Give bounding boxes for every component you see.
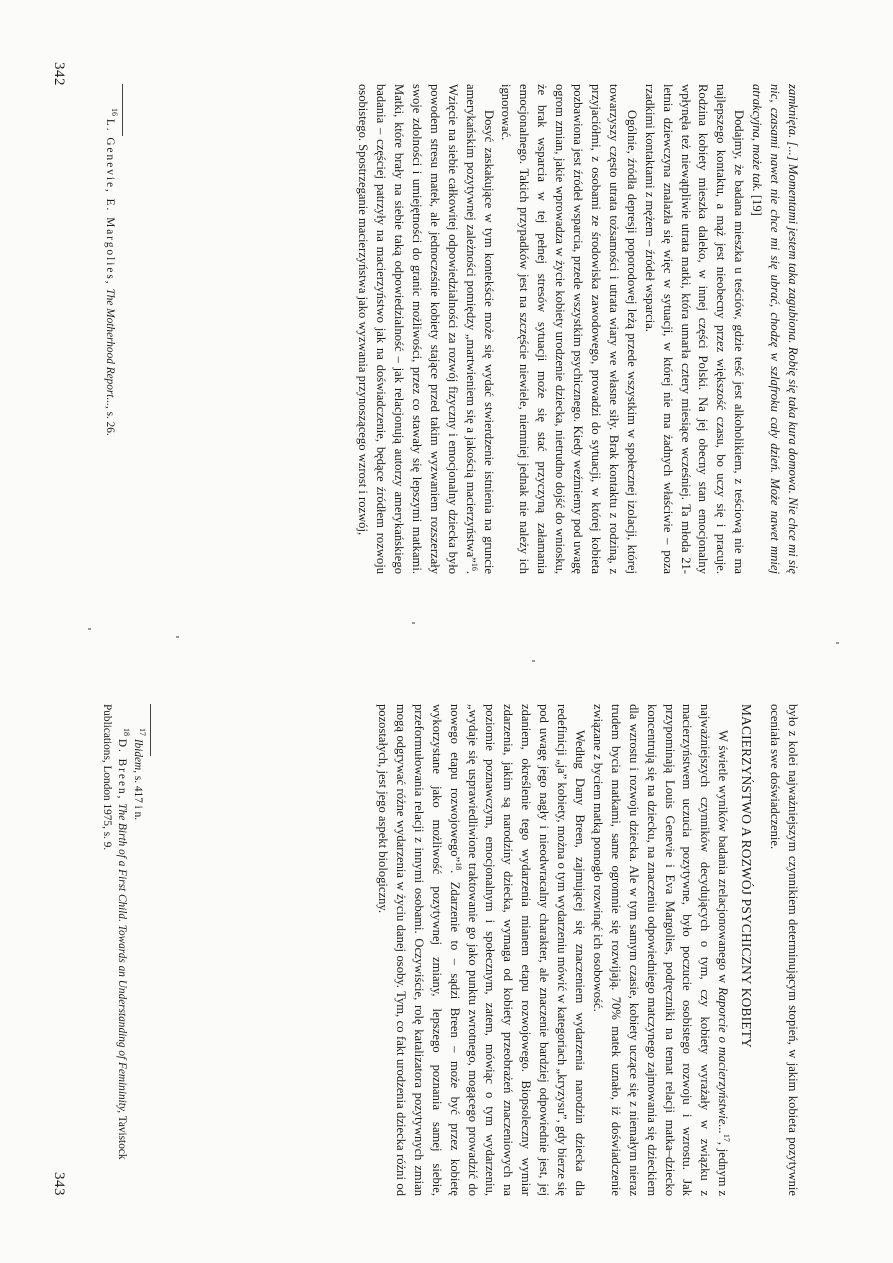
footnote-16 (102, 84, 118, 574)
footnote-publisher: Tavistock Publications, London 1975, s. 9. (101, 704, 129, 1160)
footnote-title: The Motherhood Report..., (104, 285, 116, 409)
footnote-ref-16: 16 (469, 562, 479, 571)
footnote-divider (122, 84, 123, 136)
section-heading: MACIERZYŃSTWO A ROZWÓJ PSYCHICZNY KOBIETY (739, 704, 755, 1048)
footnote-title: Ibidem, (132, 738, 144, 774)
footnote-number: 17 (137, 728, 147, 736)
page-342-footnotes (102, 84, 124, 574)
page-342 (0, 0, 893, 631)
paragraph-text: . Zdarzenie to – sądzi Breen – może być przez kobietę wykorzystane jako możliwość pozytywnej zmiany, lepszego poznania samej siebie, przeformułowania relacji z innymi osobami. Oczywiście, rolę katalizatora pozytywnych zmian mogą odgrywać różne wydarzenia w życiu danej osoby. Tym, co fakt urodzenia dziecka różni od pozostałych, jest jego aspekt biologiczny. (376, 704, 462, 1197)
footnote-author: D. Breen, (116, 738, 129, 801)
footnote-18 (99, 704, 130, 1196)
cited-title: Raporcie o macierzyństwie... (716, 987, 731, 1134)
footnote-divider (150, 704, 151, 756)
quote-reference: [19] (750, 191, 765, 216)
footnote-page: s. 417 i n. (132, 773, 144, 821)
paragraph (588, 704, 731, 1196)
interview-quote (747, 84, 801, 574)
footnote-author: L. Genevie, E. Margolies, (104, 118, 116, 286)
page-number: 343 (51, 1172, 67, 1196)
paragraph (373, 704, 588, 1196)
footnote-number: 16 (109, 108, 119, 116)
quote-text: zamknięta. [...] Momentami jestem taka zagubiona. Robię się taka kura domowa. Nie chce mi się nic, czasami nawet nie chce mi się ubrać, chodzę w szlafroku cały dzień. Może nawet mniej atrakcyjna, może tak. (750, 84, 800, 574)
page-number: 342 (51, 62, 67, 86)
page-343 (0, 632, 893, 1263)
paragraph: Dodajmy, że badana mieszka u teściów, gdzie teść jest alkoholikiem, z teściową nie ma najlepszego kontaktu, a mąż jest nieobecny przez większość czasu, bo uczy się i pracuje. Rodzina kobiety mieszka daleko, w innej części Polski. Na jej obecny stan emocjonalny wpłynęła też niewątpliwie utrata matki, która umarła cztery miesiące wcześniej. Ta młoda 21-letnia dziewczyna znalazła się więc w sytuacji, w której nie ma żadnych właściwie – poza rzadkimi kontaktami z mężem – źródeł wsparcia. (642, 84, 747, 574)
paragraph-continuation: było z kolei najważniejszym czynnikiem determinującym stopień, w jakim kobieta pozytywnie oceniała swe doświadczenie. (768, 704, 800, 1196)
paragraph (353, 84, 496, 574)
paragraph: Ogólnie, źródła depresji poporodowej leżą przede wszystkim w społecznej izolacji, której towarzyszy często utrata tożsamości i utrata wiary we własne siły. Brak kontaktu z rodziną, z przyjaciółmi, z osobami ze środowiska zawodowego, prowadzi do sytuacji, w której kobieta pozbawiona jest źródeł wsparcia, przede wszystkim psychicznego. Kiedy weźmiemy pod uwagę ogrom zmian, jakie wprowadza w życie kobiety urodzenie dziecka, nietrudno dojść do wniosku, że brak wsparcia w tej pełnej stresów sytuacji może się stać przyczyną załamania emocjonalnego. Takich przypadków jest na szczęście niewiele, niemniej jednak nie należy ich ignorować. (499, 84, 639, 574)
footnote-17 (130, 704, 146, 1196)
footnote-number: 18 (122, 728, 132, 736)
paragraph-text: W świetle wyników badania zrelacjonowanego w (716, 730, 731, 988)
footnote-page: s. 26. (104, 408, 116, 436)
page-343-footnotes (99, 704, 152, 1196)
paragraph-text: Według Dany Breen, zajmującej się znaczeniem wydarzenia narodzin dziecka dla redefinicji „ja” kobiety, można o tym wydarzeniu mówić w kategoriach „kryzysu”, gdy bierze się pod uwagę jego nagły i nieodwracalny charakter, ale znaczenie bardziej odpowiednie jest, jej zdaniem, określenie tego wydarzenia mianem etapu rozwojowego. Biopsoleczny wymiar zdarzenia, jakim są narodziny dziecka, wymaga od kobiety przeobrażeń znaczeniowych na poziomie poznawczym, emocjonalnym i społecznym, zatem, mówiąc o tym wydarzeniu, „wydaje się usprawiedliwione traktowanie go jako punktu zwrotnego, mogącego prowadzić do nowego etapu rozwojowego” (447, 704, 588, 1196)
footnote-title: The Birth of a First Child. Towards an Understanding of Femininity, (116, 800, 129, 1114)
footnote-ref-18: 18 (453, 862, 463, 871)
footnote-ref-17: 17 (722, 1133, 732, 1142)
paragraph-text: Dosyć zaskakujące w tym kontekście może się wydać stwierdzenie istnienia na gruncie amerykańskim pozytywnej zależności pomiędzy „martwieniem się a jakością macierzyństwa” (463, 84, 496, 574)
paragraph-text: . Wzięcie na siebie całkowitej odpowiedzialności za rozwój fizyczny i emocjonalny dziecka było powodem stresu matek, ale jednocześnie kobiety stające przed takim wyzwaniem rozszerzały swoje zdolności i umiejętności do granic możliwości, przez co stawały się lepszymi matkami. Matki, które brały na siebie taką odpowiedzialność – jak relacjonują autorzy amerykańskiego badania – częściej patrzyły na macierzyństwo jak na doświadczenie, będące źródłem rozwoju osobistego. Spostrzeganie macierzyństwa jako wyzwania przynoszącego wzrost i rozwój, (356, 84, 478, 574)
page-343-body (373, 704, 801, 1196)
page-342-body (353, 84, 801, 574)
paragraph-text: , jednym z najważniejszych czynników decydujących o tym, czy kobiety wyrażały w związku z macierzyństwem uczucia pozytywne, było poczucie osobistego rozwoju i wzrostu. Jak przypominają Louis Genevie i Eva Margolies, podręczniki na temat relacji matka–dziecko koncentrują się na dziecku, na znaczeniu odpowiedniego matczynego zajmowania się dzieckiem dla wzrostu i rozwoju dziecka. Ale w tym samym czasie, kobiety uczące się z niemałym nieraz trudem bycia matkami, same ogromnie się rozwijają. 70% matek uznało, iż doświadczenie związane z byciem matką pomogło rozwinąć ich osobowość. (590, 704, 731, 1196)
